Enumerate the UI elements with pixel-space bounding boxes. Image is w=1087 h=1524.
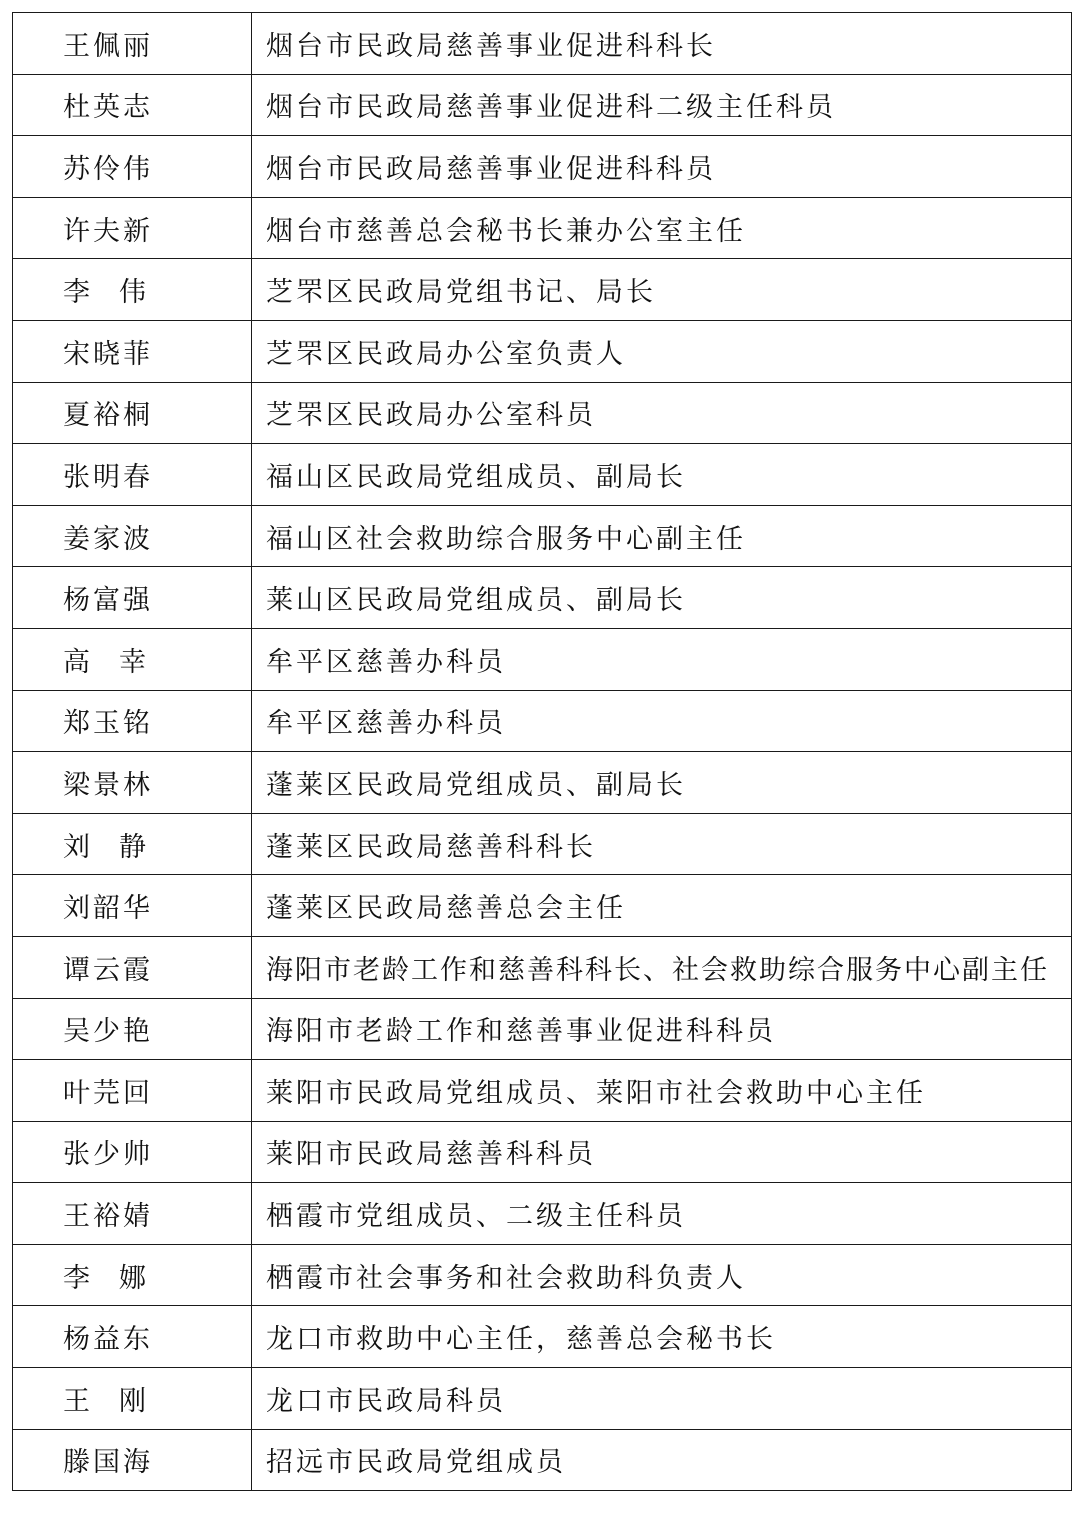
table-row [13,1183,1072,1245]
table-row [13,197,1072,259]
person-name: 李娜 [13,1244,252,1306]
table-row [13,1368,1072,1430]
person-name: 郑玉铭 [13,690,252,752]
person-title: 牟平区慈善办科员 [252,690,1072,752]
person-name: 张少帅 [13,1121,252,1183]
person-name: 宋晓菲 [13,320,252,382]
person-title: 福山区民政局党组成员、副局长 [252,444,1072,506]
table-row [13,936,1072,998]
person-name: 滕国海 [13,1429,252,1491]
person-name: 王佩丽 [13,13,252,75]
person-title: 芝罘区民政局办公室科员 [252,382,1072,444]
table-row [13,628,1072,690]
person-name: 高幸 [13,628,252,690]
person-title: 福山区社会救助综合服务中心副主任 [252,505,1072,567]
table-row [13,752,1072,814]
person-title: 芝罘区民政局办公室负责人 [252,320,1072,382]
person-title: 莱山区民政局党组成员、副局长 [252,567,1072,629]
table-row [13,1306,1072,1368]
table-row [13,13,1072,75]
person-title: 莱阳市民政局慈善科科员 [252,1121,1072,1183]
person-name: 刘静 [13,813,252,875]
table-row [13,998,1072,1060]
person-name: 张明春 [13,444,252,506]
table-row [13,259,1072,321]
roster-sheet [12,12,1072,1491]
person-name: 吴少艳 [13,998,252,1060]
person-name: 姜家波 [13,505,252,567]
table-row [13,444,1072,506]
person-name: 杜英志 [13,74,252,136]
table-row [13,1121,1072,1183]
table-row [13,505,1072,567]
person-name: 谭云霞 [13,936,252,998]
person-name: 李伟 [13,259,252,321]
table-row [13,74,1072,136]
person-title: 蓬莱区民政局党组成员、副局长 [252,752,1072,814]
person-name: 杨富强 [13,567,252,629]
person-title: 烟台市民政局慈善事业促进科科长 [252,13,1072,75]
person-title: 蓬莱区民政局慈善科科长 [252,813,1072,875]
person-title: 栖霞市党组成员、二级主任科员 [252,1183,1072,1245]
person-title: 烟台市慈善总会秘书长兼办公室主任 [252,197,1072,259]
roster-table [12,12,1072,1491]
person-title: 烟台市民政局慈善事业促进科二级主任科员 [252,74,1072,136]
table-row [13,690,1072,752]
person-name: 叶芫回 [13,1060,252,1122]
person-title: 海阳市老龄工作和慈善科科长、社会救助综合服务中心副主任 [252,936,1072,998]
table-row [13,382,1072,444]
table-row [13,1244,1072,1306]
table-row [13,320,1072,382]
table-row [13,136,1072,198]
person-title: 招远市民政局党组成员 [252,1429,1072,1491]
table-row [13,1429,1072,1491]
roster-body [13,13,1072,1491]
person-title: 烟台市民政局慈善事业促进科科员 [252,136,1072,198]
person-name: 王裕婧 [13,1183,252,1245]
person-title: 龙口市民政局科员 [252,1368,1072,1430]
person-title: 栖霞市社会事务和社会救助科负责人 [252,1244,1072,1306]
person-title: 莱阳市民政局党组成员、莱阳市社会救助中心主任 [252,1060,1072,1122]
table-row [13,813,1072,875]
person-name: 刘韶华 [13,875,252,937]
person-title: 芝罘区民政局党组书记、局长 [252,259,1072,321]
person-name: 苏伶伟 [13,136,252,198]
person-name: 王刚 [13,1368,252,1430]
person-title: 蓬莱区民政局慈善总会主任 [252,875,1072,937]
table-row [13,1060,1072,1122]
person-name: 夏裕桐 [13,382,252,444]
person-title: 海阳市老龄工作和慈善事业促进科科员 [252,998,1072,1060]
table-row [13,875,1072,937]
person-name: 许夫新 [13,197,252,259]
person-name: 杨益东 [13,1306,252,1368]
table-row [13,567,1072,629]
person-title: 牟平区慈善办科员 [252,628,1072,690]
person-title: 龙口市救助中心主任，慈善总会秘书长 [252,1306,1072,1368]
person-name: 梁景林 [13,752,252,814]
